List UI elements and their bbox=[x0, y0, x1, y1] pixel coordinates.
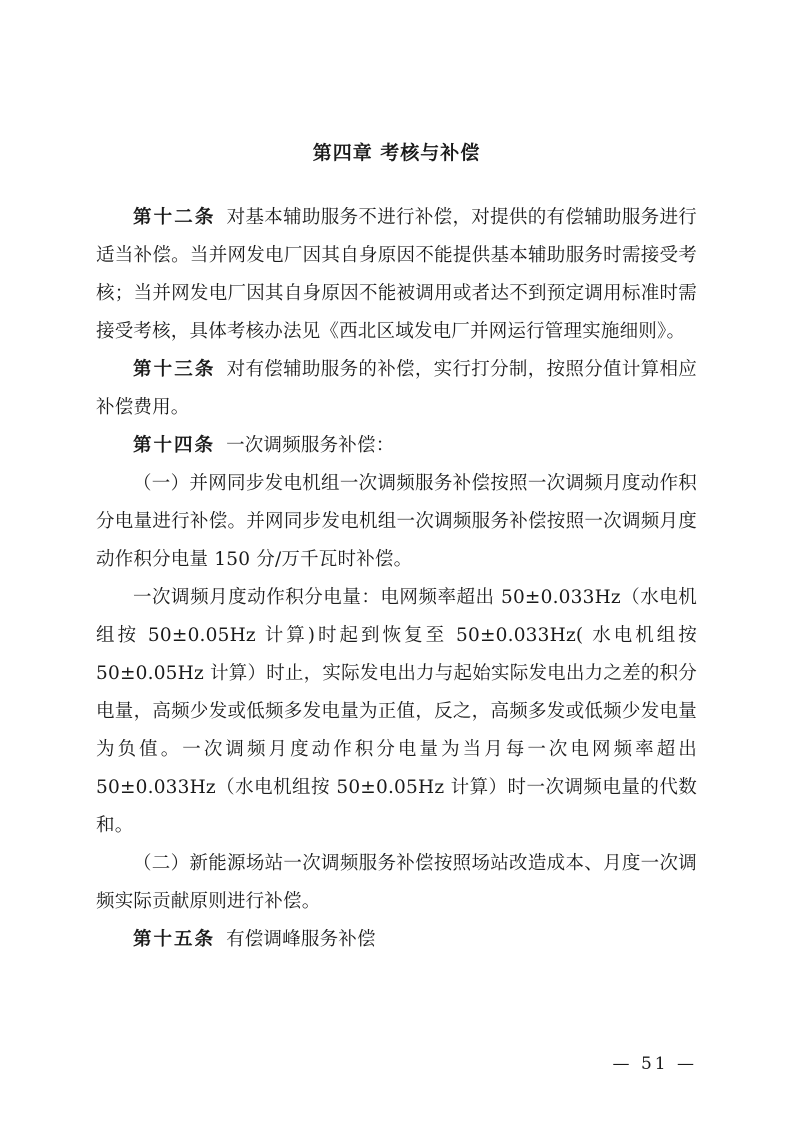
article-lead-15: 第十五条 bbox=[133, 929, 216, 950]
paragraph-article-12 bbox=[96, 199, 697, 351]
article-lead-14: 第十四条 bbox=[133, 435, 216, 456]
paragraph-article-15 bbox=[96, 921, 697, 959]
paragraph-item-1 bbox=[96, 465, 697, 579]
chapter-title: 第四章 考核与补偿 bbox=[312, 142, 481, 164]
article-body-13: 对有偿辅助服务的补偿，实行打分制，按照分值计算相应补偿费用。 bbox=[96, 359, 697, 418]
page-number: — 51 — bbox=[612, 1054, 697, 1074]
paragraph-item-1-detail bbox=[96, 579, 697, 845]
article-body-14: 一次调频服务补偿： bbox=[226, 435, 395, 456]
paragraph-article-14 bbox=[96, 427, 697, 465]
item-body-1-detail: 一次调频月度动作积分电量：电网频率超出 50±0.033Hz（水电机组按 50±0.05Hz 计算)时起到恢复至 50±0.033Hz( 水电机组按 50±0.05Hz 计算）时止，实际发电出力与起始实际发电出力之差的积分电量，高频少发或低频多发电量为正值，反之，高频多发或低频少发电量为负值。一次调频月度动作积分电量为当月每一次电网频率超出 50±0.033Hz（水电机组按 50±0.05Hz 计算）时一次调频电量的代数和。 bbox=[96, 587, 697, 836]
article-lead-13: 第十三条 bbox=[133, 359, 216, 380]
article-body-12: 对基本辅助服务不进行补偿，对提供的有偿辅助服务进行适当补偿。当并网发电厂因其自身原因不能提供基本辅助服务时需接受考核；当并网发电厂因其自身原因不能被调用或者达不到预定调用标准时需接受考核，具体考核办法见《西北区域发电厂并网运行管理实施细则》。 bbox=[96, 207, 697, 342]
article-body-15: 有偿调峰服务补偿 bbox=[226, 929, 376, 950]
paragraph-article-13 bbox=[96, 351, 697, 427]
item-body-2: （二）新能源场站一次调频服务补偿按照场站改造成本、月度一次调频实际贡献原则进行补偿。 bbox=[96, 853, 697, 912]
item-body-1: （一）并网同步发电机组一次调频服务补偿按照一次调频月度动作积分电量进行补偿。并网同步发电机组一次调频服务补偿按照一次调频月度动作积分电量 150 分/万千瓦时补偿。 bbox=[96, 473, 697, 570]
article-lead-12: 第十二条 bbox=[133, 207, 216, 228]
paragraph-item-2 bbox=[96, 845, 697, 921]
